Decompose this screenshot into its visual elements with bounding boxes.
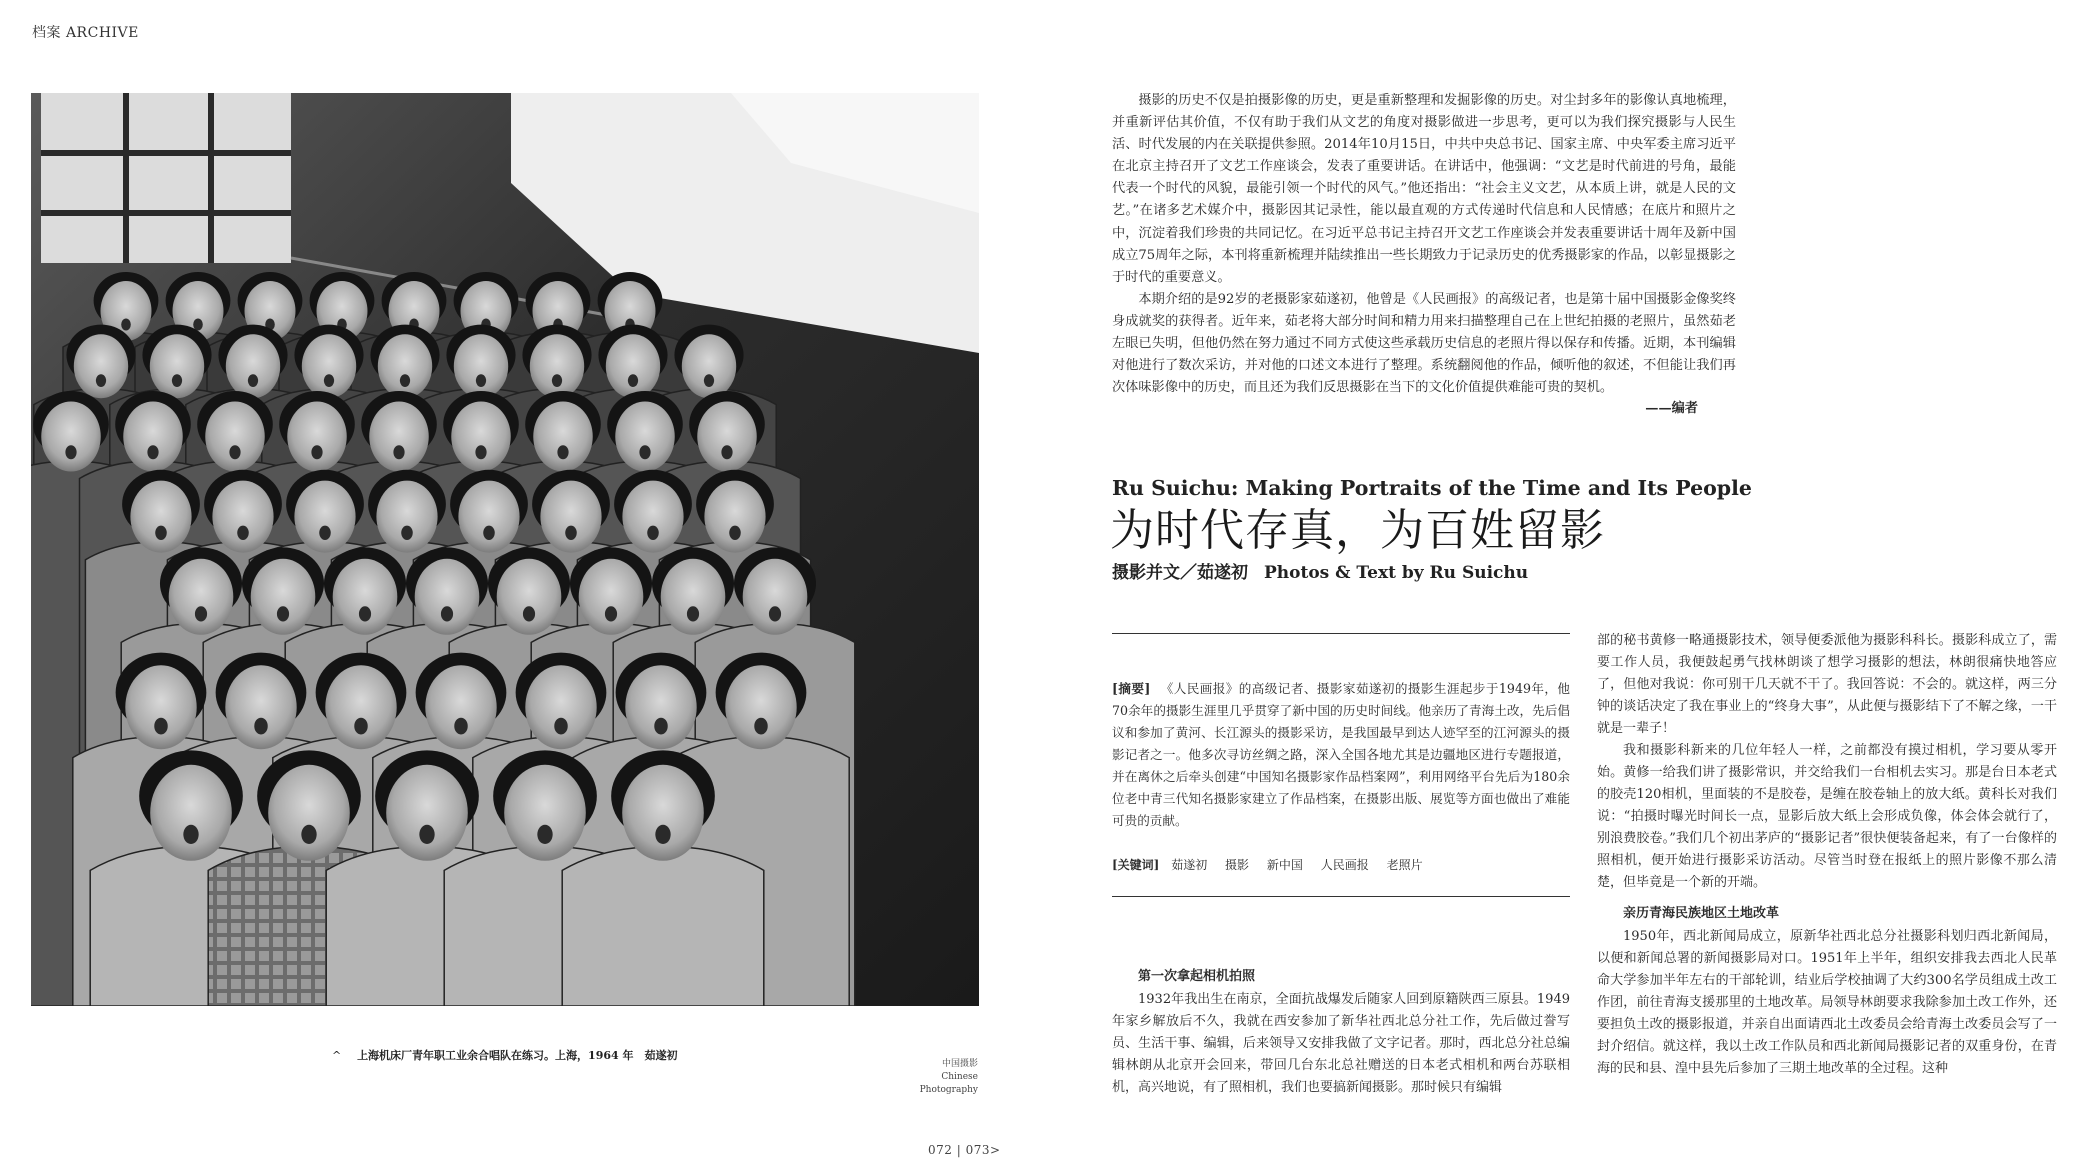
abstract-top-rule: [1112, 633, 1570, 634]
brand-line-en2: Photography: [919, 1085, 978, 1095]
singer-mouth: [154, 718, 167, 735]
singer-face: [540, 481, 601, 553]
body-column-2: [1597, 630, 2057, 1080]
singer-face: [150, 334, 204, 398]
singer-mouth: [172, 374, 182, 387]
editor-intro: [1112, 90, 1736, 420]
singer-face: [369, 402, 429, 472]
singer-mouth: [324, 374, 334, 387]
byline-zh: 摄影并文／茹遂初: [1112, 563, 1248, 583]
singer-face: [533, 402, 593, 472]
singer-mouth: [419, 825, 434, 844]
choir-photo-illustration: [31, 93, 979, 1006]
singer-mouth: [96, 374, 106, 387]
singer-mouth: [754, 718, 767, 735]
section-heading-land-reform: 亲历青海民族地区土地改革: [1623, 906, 1780, 921]
singer-mouth: [639, 445, 650, 459]
singer-mouth: [301, 825, 316, 844]
intro-paragraph-2: 本期介绍的是92岁的老摄影家茹遂初，他曾是《人民画报》的高级记者，也是第十届中国摄影金像奖终身成就奖的获得者。近年来，茹老将大部分时间和精力用来扫描整理自己在上世纪拍摄的老照片，虽然茹老左眼已失明，但他仍然在努力通过不同方式使这些承载历史信息的老照片得以保存和传播。近期，本刊编辑对他进行了数次采访，并对他的口述文本进行了整理。系统翻阅他的作品，倾听他的叙述，不但能让我们再次体味影像中的历史，而且还为我们反思摄影在当下的文化价值提供难能可贵的契机。: [1112, 291, 1736, 396]
body-paragraph: 部的秘书黄修一略通摄影技术，领导便委派他为摄影科科长。摄影科成立了，需要工作人员，我便鼓起勇气找林朗谈了想学习摄影的想法，林朗很痛快地答应了，但他对我说：你可别干几天就不干了。我回答说：不会的。就这样，两三分钟的谈话决定了我在事业上的“终身大事”，从此便与摄影结下了不解之缘，一干就是一辈子！: [1597, 633, 2057, 736]
keywords-label: [关键词]: [1112, 858, 1160, 872]
keyword-item: 茹遂初: [1171, 858, 1208, 872]
title-english: Ru Suichu: Making Portraits of the Time and Its People: [1112, 476, 1752, 500]
singer-face: [130, 481, 191, 553]
singer-face: [378, 334, 432, 398]
singer-mouth: [354, 718, 367, 735]
singer-face: [294, 481, 355, 553]
page-numbers: 072 | 073>: [928, 1143, 1001, 1157]
singer-face: [268, 765, 350, 861]
singer-face: [226, 334, 280, 398]
singer-mouth: [155, 526, 167, 540]
singer-mouth: [557, 445, 568, 459]
section-header: 档案 ARCHIVE: [32, 25, 139, 41]
singer-mouth: [183, 825, 198, 844]
singer-mouth: [229, 445, 240, 459]
singer-mouth: [628, 374, 638, 387]
keyword-item: 摄影: [1225, 858, 1250, 872]
editor-signature: ——编者: [1645, 401, 1698, 417]
singer-mouth: [121, 319, 131, 331]
singer-mouth: [454, 718, 467, 735]
body-paragraph: 1932年我出生在南京，全面抗战爆发后随家人回到原籍陕西三原县。1949年家乡解放后不久，我就在西安参加了新华社西北总分社工作，先后做过誊写员、生活干事、编辑，后来领导又安排我做了文字记者。那时，西北总分社总编辑林朗从北京开会回来，带回几台东北总社赠送的日本老式相机和两台苏联相机，高兴地说，有了照相机，我们也要搞新闻摄影。那时候只有编辑: [1112, 992, 1570, 1095]
singer-face: [150, 765, 232, 861]
title-chinese: 为时代存真，为百姓留影: [1110, 505, 1605, 556]
singer-mouth: [565, 526, 577, 540]
abstract-label: [摘要]: [1112, 681, 1151, 696]
singer-face: [451, 402, 511, 472]
singer-face: [415, 559, 480, 635]
singer-face: [205, 402, 265, 472]
singer-face: [41, 402, 101, 472]
byline-en: Photos & Text by Ru Suichu: [1264, 563, 1529, 583]
singer-mouth: [193, 319, 203, 331]
singer-mouth: [475, 445, 486, 459]
singer-mouth: [237, 526, 249, 540]
singer-face: [525, 665, 596, 749]
singer-face: [74, 334, 128, 398]
abstract-text: 《人民画报》的高级记者、摄影家茹遂初的摄影生涯起步于1949年，他70余年的摄影生涯里几乎贯穿了新中国的历史时间线。他亲历了青海土改，先后倡议和参加了黄河、长江源头的摄影采访，是我国最早到达人迹罕至的江河源头的摄影记者之一。他多次寻访丝绸之路，深入全国各地尤其是边疆地区进行专题报道，并在离休之后牵头创建“中国知名摄影家作品档案网”，利用网络平台先后为180余位老中青三代知名摄影家建立了作品档案，在摄影出版、展览等方面也做出了难能可贵的贡献。: [1112, 681, 1570, 828]
body-paragraph: 我和摄影科新来的几位年轻人一样，之前都没有摸过相机，学习要从零开始。黄修一给我们讲了摄影常识，并交给我们一台相机去实习。那是台日本老式的胶壳120相机，里面装的不是胶卷，是缠在胶卷轴上的放大纸。黄科长对我们说：“拍摄时曝光时间长一点，显影后放大纸上会形成负像，体会体会就行了，别浪费胶卷。”我们几个初出茅庐的“摄影记者”很快便装备起来，有了一台像样的照相机，便开始进行摄影采访活动。尽管当时登在报纸上的照片影像不那么清楚，但毕竟是一个新的开端。: [1597, 743, 2057, 890]
singer-mouth: [704, 374, 714, 387]
singer-mouth: [400, 374, 410, 387]
brand-line-zh: 中国摄影: [941, 1059, 978, 1069]
singer-face: [625, 665, 696, 749]
singer-mouth: [65, 445, 76, 459]
caption-marker: ^: [332, 1049, 342, 1062]
singer-mouth: [254, 718, 267, 735]
singer-mouth: [655, 825, 670, 844]
singer-face: [504, 765, 586, 861]
singer-face: [169, 559, 234, 635]
singer-face: [287, 402, 347, 472]
singer-mouth: [311, 445, 322, 459]
singer-mouth: [476, 374, 486, 387]
singer-body: [562, 846, 764, 1006]
singer-face: [682, 334, 736, 398]
photo-caption: [332, 1047, 678, 1063]
singer-mouth: [537, 825, 552, 844]
singer-face: [454, 334, 508, 398]
singer-face: [725, 665, 796, 749]
singer-face: [225, 665, 296, 749]
singer-mouth: [147, 445, 158, 459]
singer-face: [497, 559, 562, 635]
singer-mouth: [654, 718, 667, 735]
singer-mouth: [483, 526, 495, 540]
singer-mouth: [769, 606, 781, 621]
singer-mouth: [248, 374, 258, 387]
singer-face: [697, 402, 757, 472]
singer-face: [333, 559, 398, 635]
singer-mouth: [552, 374, 562, 387]
singer-mouth: [401, 526, 413, 540]
singer-face: [376, 481, 437, 553]
singer-face: [251, 559, 316, 635]
singer-face: [704, 481, 765, 553]
body-paragraph: 1950年，西北新闻局成立，原新华社西北总分社摄影科划归西北新闻局，以便和新闻总署的新闻摄影局对口。1951年上半年，组织安排我去西北人民革命大学参加半年左右的干部轮训，结业后学校抽调了大约300名学员组成土改工作团，前往青海支援那里的土地改革。局领导林朗要求我除参加土改工作外，还要担负土改的摄影报道，并亲自出面请西北土改委员会给青海土改委员会写了一封介绍信。就这样，我以土改工作队员和西北新闻局摄影记者的双重身份，在青海的民和县、湟中县先后参加了三期土地改革的全过程。这种: [1597, 929, 2057, 1076]
singer-mouth: [605, 606, 617, 621]
singer-mouth: [359, 606, 371, 621]
singer-face: [302, 334, 356, 398]
singer-mouth: [721, 445, 732, 459]
singer-face: [458, 481, 519, 553]
singer-face: [212, 481, 273, 553]
abstract: [1112, 678, 1570, 832]
singer-face: [386, 765, 468, 861]
singer-face: [579, 559, 644, 635]
intro-paragraph-1: 摄影的历史不仅是拍摄影像的历史，更是重新整理和发掘影像的历史。对尘封多年的影像认真地梳理，并重新评估其价值，不仅有助于我们从文艺的角度对摄影做进一步思考，更可以为我们探究摄影与人民生活、时代发展的内在关联提供参照。2014年10月15日，中共中央总书记、国家主席、中央军委主席习近平在北京主持召开了文艺工作座谈会，发表了重要讲话。在讲话中，他强调：“文艺是时代前进的号角，最能代表一个时代的风貌，最能引领一个时代的风气。”他还指出：“社会主义文艺，从本质上讲，就是人民的文艺。”在诸多艺术媒介中，摄影因其记录性，能以最直观的方式传递时代信息和人民情感；在底片和照片之中，沉淀着我们珍贵的共同记忆。在习近平总书记主持召开文艺工作座谈会并发表重要讲话十周年及新中国成立75周年之际，本刊将重新梳理并陆续推出一些长期致力于记录历史的优秀摄影家的作品，以彰显摄影之于时代的重要意义。: [1112, 93, 1736, 285]
keywords: [1112, 856, 1570, 873]
section-heading-first-camera: 第一次拿起相机拍照: [1138, 969, 1256, 984]
singer-face: [325, 665, 396, 749]
singer-mouth: [277, 606, 289, 621]
keyword-item: 人民画报: [1320, 858, 1369, 872]
singer-mouth: [319, 526, 331, 540]
keyword-item: 老照片: [1386, 858, 1423, 872]
singer-mouth: [647, 526, 659, 540]
byline: [1112, 558, 1528, 583]
singer-mouth: [729, 526, 741, 540]
singer-face: [622, 481, 683, 553]
singer-face: [615, 402, 675, 472]
singer-face: [125, 665, 196, 749]
abstract-bottom-rule: [1112, 896, 1570, 897]
singer-face: [425, 665, 496, 749]
body-column-1: [1112, 965, 1570, 1099]
singer-face: [606, 334, 660, 398]
singer-mouth: [523, 606, 535, 621]
singer-face: [123, 402, 183, 472]
singer-mouth: [195, 606, 207, 621]
brand-line-en1: Chinese: [941, 1072, 978, 1082]
keyword-item: 新中国: [1266, 858, 1303, 872]
singer-mouth: [687, 606, 699, 621]
caption-text: 上海机床厂青年职工业余合唱队在练习。上海，1964 年 茹遂初: [357, 1049, 678, 1062]
choir-photo: [31, 93, 979, 1006]
singer-mouth: [441, 606, 453, 621]
singer-face: [530, 334, 584, 398]
magazine-brand: [900, 1058, 978, 1097]
singer-face: [661, 559, 726, 635]
singer-mouth: [393, 445, 404, 459]
singer-mouth: [554, 718, 567, 735]
singer-face: [622, 765, 704, 861]
singer-face: [743, 559, 808, 635]
